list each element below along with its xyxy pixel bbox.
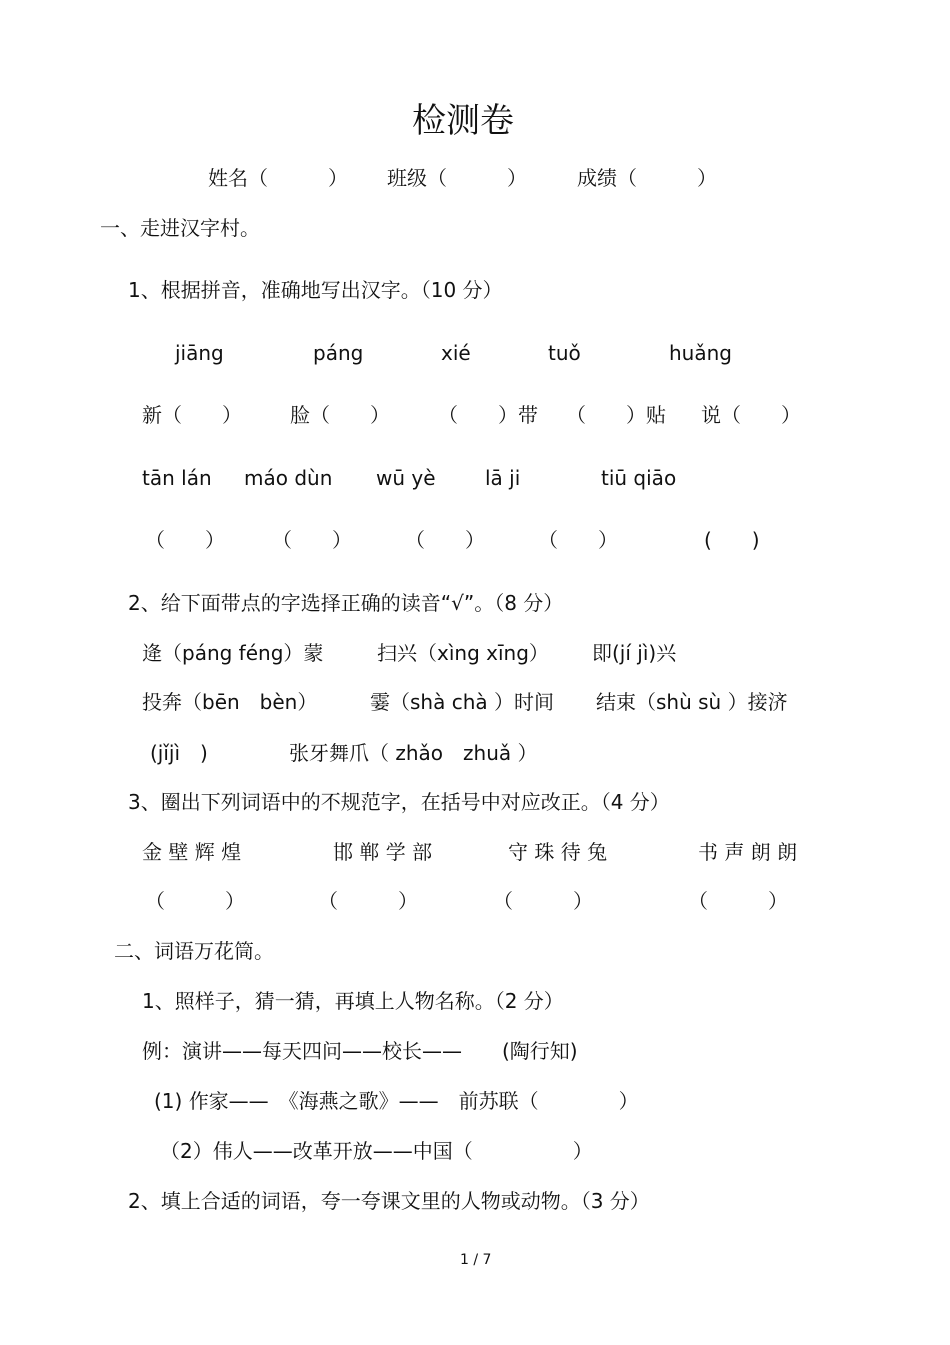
q3-word-2: 邯 郸 学 部 (333, 840, 433, 864)
class-field: 班级（ ） (387, 166, 527, 190)
s2-q2-label: 2、填上合适的词语，夸一夸课文里的人物或动物。（3 分） (128, 1189, 650, 1213)
q3-word-4: 书 声 朗 朗 (698, 840, 798, 864)
word-blank-2: （ ） (272, 528, 352, 552)
char-blank-5: 说（ ） (701, 403, 801, 427)
pinyin-tanlan: tān lán (142, 466, 212, 490)
s2-q1-example: 例：演讲——每天四问——校长—— (陶行知) (142, 1039, 578, 1063)
pinyin-maodun: máo dùn (244, 466, 333, 490)
q2-item-2: 扫兴（xìng xīng） (377, 641, 549, 665)
char-blank-3: （ ）带 (438, 403, 538, 427)
q3-word-1: 金 壁 辉 煌 (142, 840, 242, 864)
char-blank-2: 脸（ ） (290, 403, 390, 427)
q2-item-7: (jǐjì ) (150, 741, 208, 765)
q3-blank-1: （ ） (145, 889, 245, 913)
q2-label: 2、给下面带点的字选择正确的读音“√”。（8 分） (128, 591, 564, 615)
pinyin-huang: huǎng (669, 341, 732, 365)
s2-q1-item-2: （2）伟人——改革开放——中国（ ） (160, 1139, 593, 1163)
q3-blank-2: （ ） (318, 889, 418, 913)
word-blank-4: （ ） (538, 528, 618, 552)
s2-q1-item-1: (1) 作家—— 《海燕之歌》—— 前苏联（ ） (154, 1089, 639, 1113)
name-field: 姓名（ ） (208, 166, 348, 190)
pinyin-jiang: jiāng (175, 341, 224, 365)
q2-item-4: 投奔（bēn bèn） (142, 690, 318, 714)
pinyin-wuye: wū yè (376, 466, 436, 490)
q3-blank-4: （ ） (688, 889, 788, 913)
q3-label: 3、圈出下列词语中的不规范字，在括号中对应改正。（4 分） (128, 790, 670, 814)
page-title: 检测卷 (412, 101, 514, 141)
pinyin-laji: lā ji (485, 466, 521, 490)
word-blank-3: （ ） (405, 528, 485, 552)
char-blank-4: （ ）贴 (566, 403, 666, 427)
score-field: 成绩（ ） (577, 166, 717, 190)
pinyin-tuo: tuǒ (548, 341, 581, 365)
q2-item-1: 逄（páng féng）蒙 (142, 641, 324, 665)
section-2-heading: 二、词语万花筒。 (114, 939, 274, 963)
q1-label: 1、根据拼音，准确地写出汉字。（10 分） (128, 278, 503, 302)
q3-blank-3: （ ） (493, 889, 593, 913)
word-blank-5: ( ) (704, 528, 760, 552)
pinyin-pang: páng (313, 341, 364, 365)
q2-item-8: 张牙舞爪（ zhǎo zhuǎ ） (289, 741, 538, 765)
q2-item-5: 霎（shà chà ）时间 (370, 690, 554, 714)
char-blank-1: 新（ ） (142, 403, 242, 427)
section-1-heading: 一、走进汉字村。 (100, 216, 260, 240)
q3-word-3: 守 珠 待 兔 (508, 840, 608, 864)
q2-item-3: 即(jí jì)兴 (592, 641, 677, 665)
pinyin-xie: xié (441, 341, 471, 365)
q2-item-6: 结束（shù sù ）接济 (596, 690, 788, 714)
s2-q1-label: 1、照样子，猜一猜，再填上人物名称。（2 分） (142, 989, 564, 1013)
word-blank-1: （ ） (145, 528, 225, 552)
pinyin-tiuqiao: tiū qiāo (601, 466, 677, 490)
page-number: 1 / 7 (460, 1252, 492, 1268)
